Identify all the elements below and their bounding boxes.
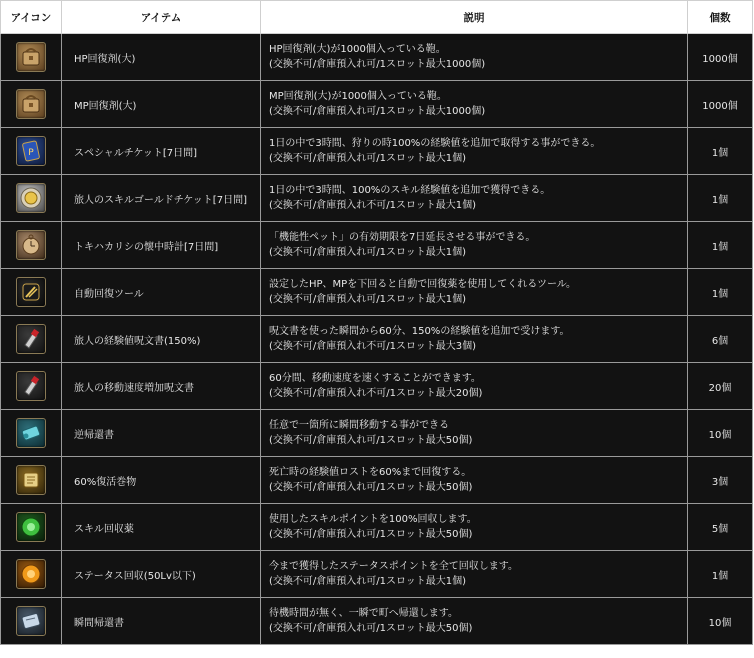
item-name: 逆帰還書 — [62, 410, 261, 457]
item-description — [261, 175, 688, 222]
item-description — [261, 598, 688, 645]
table-row — [1, 222, 753, 269]
item-description — [261, 222, 688, 269]
table-row — [1, 363, 753, 410]
item-quantity: 3個 — [688, 457, 753, 504]
item-description — [261, 457, 688, 504]
description-line: 待機時間が無く、一瞬で町へ帰還します。 — [269, 608, 458, 619]
item-name: トキハカリシの懐中時計[7日間] — [62, 222, 261, 269]
item-quantity: 5個 — [688, 504, 753, 551]
item-description — [261, 551, 688, 598]
icon-cell — [1, 128, 62, 175]
svg-text:P: P — [28, 148, 34, 158]
item-name: ステータス回収(50Lv以下) — [62, 551, 261, 598]
instant-return-scroll-icon — [16, 606, 46, 636]
item-name: 旅人の移動速度増加呪文書 — [62, 363, 261, 410]
icon-cell — [1, 316, 62, 363]
item-name: スペシャルチケット[7日間] — [62, 128, 261, 175]
icon-cell — [1, 363, 62, 410]
icon-cell — [1, 269, 62, 316]
item-description — [261, 316, 688, 363]
header-item: アイテム — [62, 1, 261, 34]
item-quantity: 20個 — [688, 363, 753, 410]
icon-cell — [1, 504, 62, 551]
table-row — [1, 128, 753, 175]
item-name: 瞬間帰還書 — [62, 598, 261, 645]
description-conditions: (交換不可/倉庫預入れ可/1スロット最大50個) — [269, 529, 473, 540]
item-description — [261, 410, 688, 457]
description-line: 呪文書を使った瞬間から60分、150%の経験値を追加で受けます。 — [269, 326, 570, 337]
return-scroll-icon — [16, 418, 46, 448]
item-quantity: 10個 — [688, 598, 753, 645]
item-quantity: 1個 — [688, 175, 753, 222]
description-line: 使用したスキルポイントを100%回収します。 — [269, 514, 477, 525]
table-row — [1, 504, 753, 551]
item-name: 旅人のスキルゴールドチケット[7日間] — [62, 175, 261, 222]
revival-scroll-icon — [16, 465, 46, 495]
header-icon: アイコン — [1, 1, 62, 34]
description-line: 死亡時の経験値ロストを60%まで回復する。 — [269, 467, 472, 478]
item-description — [261, 128, 688, 175]
item-name: 60%復活巻物 — [62, 457, 261, 504]
icon-cell — [1, 175, 62, 222]
description-conditions: (交換不可/倉庫預入れ可/1スロット最大1個) — [269, 294, 467, 305]
item-description — [261, 504, 688, 551]
item-description — [261, 34, 688, 81]
icon-cell — [1, 34, 62, 81]
description-line: MP回復剤(大)が1000個入っている鞄。 — [269, 91, 447, 102]
item-quantity: 6個 — [688, 316, 753, 363]
description-line: 60分間、移動速度を速くすることができます。 — [269, 373, 481, 384]
description-conditions: (交換不可/倉庫預入れ可/1スロット最大1000個) — [269, 59, 486, 70]
auto-recovery-tool-icon — [16, 277, 46, 307]
description-line: 任意で一箇所に瞬間移動する事ができる — [269, 420, 449, 431]
item-name: 自動回復ツール — [62, 269, 261, 316]
description-line: 1日の中で3時間、100%のスキル経験値を追加で獲得できる。 — [269, 185, 551, 196]
icon-cell — [1, 457, 62, 504]
description-conditions: (交換不可/倉庫預入れ可/1スロット最大1個) — [269, 576, 467, 587]
item-description — [261, 363, 688, 410]
icon-cell — [1, 598, 62, 645]
table-row — [1, 81, 753, 128]
table-row — [1, 316, 753, 363]
table-row — [1, 34, 753, 81]
item-quantity: 1個 — [688, 222, 753, 269]
item-name: スキル回収薬 — [62, 504, 261, 551]
description-line: 今まで獲得したステータスポイントを全て回収します。 — [269, 561, 518, 572]
skill-recovery-potion-icon — [16, 512, 46, 542]
gold-ticket-icon — [16, 183, 46, 213]
header-quantity: 個数 — [688, 1, 753, 34]
table-row — [1, 410, 753, 457]
icon-cell — [1, 410, 62, 457]
item-description — [261, 81, 688, 128]
item-name: HP回復剤(大) — [62, 34, 261, 81]
pocket-watch-icon — [16, 230, 46, 260]
item-quantity: 1個 — [688, 551, 753, 598]
bag-icon — [16, 89, 46, 119]
description-conditions: (交換不可/倉庫預入れ不可/1スロット最大1個) — [269, 200, 477, 211]
description-conditions: (交換不可/倉庫預入れ可/1スロット最大1個) — [269, 247, 467, 258]
description-conditions: (交換不可/倉庫預入れ可/1スロット最大50個) — [269, 435, 473, 446]
table-row — [1, 598, 753, 645]
status-recovery-icon — [16, 559, 46, 589]
item-quantity: 10個 — [688, 410, 753, 457]
description-line: 1日の中で3時間、狩りの時100%の経験値を追加で取得する事ができる。 — [269, 138, 601, 149]
item-quantity: 1個 — [688, 269, 753, 316]
description-line: HP回復剤(大)が1000個入っている鞄。 — [269, 44, 446, 55]
description-conditions: (交換不可/倉庫預入れ不可/1スロット最大3個) — [269, 341, 477, 352]
scroll-speed-icon — [16, 371, 46, 401]
item-quantity: 1000個 — [688, 81, 753, 128]
item-quantity: 1000個 — [688, 34, 753, 81]
item-name: 旅人の経験値呪文書(150%) — [62, 316, 261, 363]
description-conditions: (交換不可/倉庫預入れ可/1スロット最大50個) — [269, 482, 473, 493]
table-row — [1, 457, 753, 504]
item-description — [261, 269, 688, 316]
description-conditions: (交換不可/倉庫預入れ可/1スロット最大1000個) — [269, 106, 486, 117]
icon-cell — [1, 551, 62, 598]
table-header-row — [1, 1, 753, 34]
table-row — [1, 551, 753, 598]
table-row — [1, 269, 753, 316]
special-ticket-icon — [16, 136, 46, 166]
item-quantity: 1個 — [688, 128, 753, 175]
description-line: 設定したHP、MPを下回ると自動で回復薬を使用してくれるツール。 — [269, 279, 577, 290]
icon-cell — [1, 81, 62, 128]
header-description: 説明 — [261, 1, 688, 34]
description-conditions: (交換不可/倉庫預入れ可/1スロット最大50個) — [269, 623, 473, 634]
scroll-exp-icon — [16, 324, 46, 354]
description-line: 「機能性ペット」の有効期限を7日延長させる事ができる。 — [269, 232, 536, 243]
item-name: MP回復剤(大) — [62, 81, 261, 128]
table-row — [1, 175, 753, 222]
icon-cell — [1, 222, 62, 269]
bag-icon — [16, 42, 46, 72]
description-conditions: (交換不可/倉庫預入れ可/1スロット最大1個) — [269, 153, 467, 164]
description-conditions: (交換不可/倉庫預入れ不可/1スロット最大20個) — [269, 388, 483, 399]
